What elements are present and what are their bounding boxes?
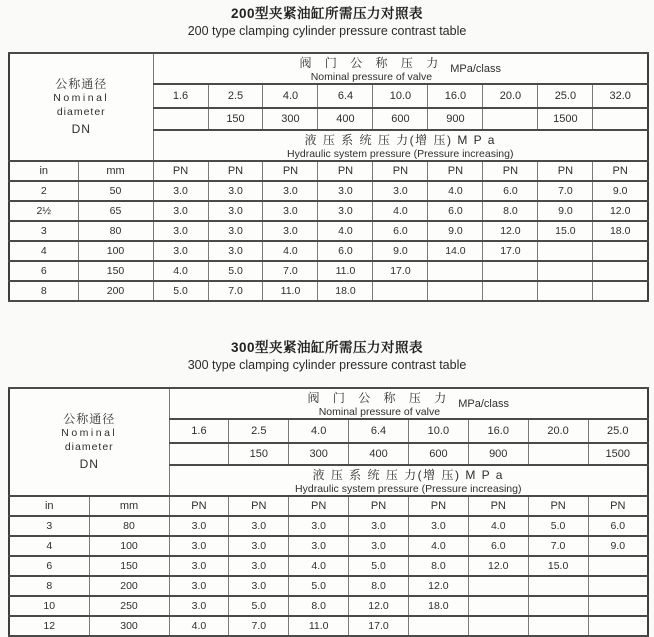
pressure-value-cell	[538, 281, 593, 301]
diameter-in-cell: 6	[9, 556, 89, 576]
pressure-value-cell	[593, 261, 648, 281]
page-title-zh: 200型夹紧油缸所需压力对照表	[230, 6, 424, 21]
diameter-mm-cell: 150	[78, 261, 153, 281]
table-row	[9, 496, 648, 516]
pressure-value-cell: 6.0	[373, 221, 428, 241]
pressure-value-cell: 8.0	[349, 576, 409, 596]
pressure-value-cell: 3.0	[229, 556, 289, 576]
pressure-mpa-cell: 20.0	[528, 419, 588, 443]
pressure-value-cell: 3.0	[208, 181, 263, 201]
diameter-in-cell: 8	[9, 576, 89, 596]
valve-pressure-unit: MPa/class	[458, 397, 509, 410]
page-title-zh: 300型夹紧油缸所需压力对照表	[230, 340, 424, 355]
pressure-class-cell	[169, 443, 229, 465]
pressure-mpa-cell: 2.5	[229, 419, 289, 443]
pressure-value-cell: 7.0	[208, 281, 263, 301]
pn-header-cell: PN	[169, 496, 229, 516]
pressure-mpa-cell: 20.0	[483, 84, 538, 108]
pressure-class-cell	[593, 108, 648, 130]
diameter-mm-cell: 65	[78, 201, 153, 221]
pressure-value-cell: 9.0	[538, 201, 593, 221]
pn-header-cell: PN	[483, 161, 538, 181]
titles-300	[0, 338, 654, 374]
pressure-value-cell: 9.0	[588, 536, 648, 556]
pressure-class-cell: 400	[318, 108, 373, 130]
pn-header-cell: PN	[349, 496, 409, 516]
pressure-value-cell: 18.0	[318, 281, 373, 301]
diameter-mm-cell: 80	[78, 221, 153, 241]
valve-pressure-label-en: Nominal pressure of valve	[310, 71, 433, 83]
pressure-value-cell: 3.0	[153, 241, 208, 261]
pressure-mpa-cell: 1.6	[169, 419, 229, 443]
pn-header-cell: PN	[468, 496, 528, 516]
valve-pressure-label-zh: 阀 门 公 称 压 力	[307, 391, 452, 405]
pressure-value-cell: 5.0	[208, 261, 263, 281]
left-header-line: Nominal	[61, 427, 118, 440]
pressure-class-cell: 600	[373, 108, 428, 130]
pn-header-cell: PN	[428, 161, 483, 181]
pressure-value-cell: 12.0	[468, 556, 528, 576]
pressure-value-cell: 17.0	[373, 261, 428, 281]
nominal-diameter-header	[9, 388, 169, 496]
pressure-class-cell: 400	[349, 443, 409, 465]
pn-header-cell: PN	[153, 161, 208, 181]
pressure-value-cell	[588, 616, 648, 636]
pressure-value-cell: 9.0	[428, 221, 483, 241]
page-title-en: 300 type clamping cylinder pressure contrast table	[187, 358, 467, 372]
table-row	[9, 596, 648, 616]
pn-header-cell: PN	[593, 161, 648, 181]
pressure-class-cell: 150	[208, 108, 263, 130]
table-row	[9, 261, 648, 281]
pressure-value-cell: 15.0	[538, 221, 593, 241]
pressure-value-cell	[468, 596, 528, 616]
pressure-value-cell: 4.0	[318, 221, 373, 241]
pressure-mpa-cell: 16.0	[468, 419, 528, 443]
table-row	[9, 221, 648, 241]
diameter-mm-cell: 200	[78, 281, 153, 301]
pressure-value-cell: 15.0	[528, 556, 588, 576]
pressure-value-cell: 8.0	[483, 201, 538, 221]
hydraulic-pressure-header	[169, 465, 648, 496]
diameter-mm-cell: 100	[89, 536, 169, 556]
pressure-value-cell: 4.0	[408, 536, 468, 556]
pressure-value-cell: 3.0	[229, 536, 289, 556]
pressure-value-cell: 3.0	[349, 536, 409, 556]
pressure-table-200	[8, 52, 649, 302]
diameter-mm-cell: 250	[89, 596, 169, 616]
pressure-value-cell: 7.0	[263, 261, 318, 281]
pressure-value-cell	[408, 616, 468, 636]
table-row	[9, 576, 648, 596]
pressure-value-cell: 9.0	[373, 241, 428, 261]
pressure-mpa-cell: 25.0	[588, 419, 648, 443]
page-title-en: 200 type clamping cylinder pressure contrast table	[187, 24, 467, 38]
pressure-value-cell: 3.0	[208, 241, 263, 261]
pressure-value-cell: 5.0	[528, 516, 588, 536]
pressure-mpa-cell: 4.0	[263, 84, 318, 108]
pn-header-cell: PN	[263, 161, 318, 181]
pressure-value-cell: 17.0	[483, 241, 538, 261]
pressure-mpa-cell: 6.4	[318, 84, 373, 108]
pn-header-cell: PN	[538, 161, 593, 181]
pressure-value-cell: 17.0	[349, 616, 409, 636]
hydraulic-label-en: Hydraulic system pressure (Pressure increasing)	[295, 483, 522, 495]
pressure-value-cell: 11.0	[263, 281, 318, 301]
pressure-mpa-cell: 16.0	[428, 84, 483, 108]
diameter-mm-cell: 50	[78, 181, 153, 201]
pressure-value-cell: 3.0	[153, 181, 208, 201]
pressure-value-cell	[593, 281, 648, 301]
pressure-value-cell	[468, 576, 528, 596]
left-header-line: diameter	[64, 440, 114, 453]
diameter-mm-cell: 150	[89, 556, 169, 576]
pressure-class-cell	[483, 108, 538, 130]
pressure-value-cell: 3.0	[408, 516, 468, 536]
table-row	[9, 53, 648, 84]
table-section-300	[0, 338, 654, 637]
hydraulic-label-en: Hydraulic system pressure (Pressure increasing)	[287, 148, 514, 160]
pressure-value-cell: 7.0	[538, 181, 593, 201]
pressure-value-cell: 3.0	[208, 201, 263, 221]
pressure-value-cell: 4.0	[289, 556, 349, 576]
table-row	[9, 556, 648, 576]
pressure-mpa-cell: 1.6	[153, 84, 208, 108]
pressure-value-cell: 5.0	[289, 576, 349, 596]
pressure-table-300	[8, 387, 649, 637]
pn-header-cell: PN	[528, 496, 588, 516]
pn-header-cell: PN	[373, 161, 428, 181]
pressure-value-cell	[588, 596, 648, 616]
pressure-value-cell	[483, 261, 538, 281]
pressure-value-cell	[588, 556, 648, 576]
pressure-class-cell: 300	[263, 108, 318, 130]
diameter-in-cell: 2½	[9, 201, 78, 221]
pressure-value-cell: 6.0	[588, 516, 648, 536]
pressure-value-cell: 12.0	[483, 221, 538, 241]
pressure-mpa-cell: 6.4	[349, 419, 409, 443]
pressure-value-cell: 5.0	[153, 281, 208, 301]
pressure-class-cell: 1500	[538, 108, 593, 130]
pressure-value-cell	[593, 241, 648, 261]
pressure-value-cell: 3.0	[318, 201, 373, 221]
pressure-value-cell: 3.0	[153, 221, 208, 241]
pressure-value-cell: 6.0	[468, 536, 528, 556]
pressure-value-cell: 12.0	[408, 576, 468, 596]
pressure-value-cell: 4.0	[169, 616, 229, 636]
pressure-value-cell: 12.0	[349, 596, 409, 616]
pressure-value-cell: 4.0	[373, 201, 428, 221]
pressure-value-cell: 3.0	[373, 181, 428, 201]
pressure-class-cell	[528, 443, 588, 465]
pressure-value-cell: 7.0	[229, 616, 289, 636]
pressure-value-cell	[588, 576, 648, 596]
pressure-value-cell	[528, 616, 588, 636]
pressure-value-cell: 3.0	[229, 516, 289, 536]
unit-in-header: in	[9, 496, 89, 516]
pressure-class-cell	[153, 108, 208, 130]
pressure-value-cell	[538, 261, 593, 281]
pressure-value-cell: 4.0	[428, 181, 483, 201]
left-header-line: 公称通径	[63, 412, 116, 427]
pressure-value-cell: 5.0	[229, 596, 289, 616]
table-row	[9, 616, 648, 636]
pressure-value-cell: 11.0	[289, 616, 349, 636]
pressure-value-cell: 4.0	[263, 241, 318, 261]
pressure-value-cell: 3.0	[153, 201, 208, 221]
valve-pressure-header	[153, 53, 648, 84]
pressure-mpa-cell: 4.0	[289, 419, 349, 443]
pn-header-cell: PN	[408, 496, 468, 516]
pn-header-cell: PN	[289, 496, 349, 516]
pressure-value-cell	[528, 596, 588, 616]
hydraulic-pressure-header	[153, 130, 648, 161]
pressure-value-cell: 4.0	[468, 516, 528, 536]
pressure-value-cell: 6.0	[428, 201, 483, 221]
diameter-in-cell: 4	[9, 241, 78, 261]
table-row	[9, 516, 648, 536]
pressure-value-cell: 3.0	[229, 576, 289, 596]
pressure-value-cell	[483, 281, 538, 301]
pressure-class-cell: 300	[289, 443, 349, 465]
pressure-value-cell: 9.0	[593, 181, 648, 201]
pressure-value-cell	[538, 241, 593, 261]
hydraulic-label-zh: 液 压 系 统 压 力(增 压) M P a	[312, 468, 504, 482]
left-header-line: DN	[79, 456, 99, 471]
pressure-class-cell: 600	[408, 443, 468, 465]
unit-mm-header: mm	[78, 161, 153, 181]
pressure-class-cell: 900	[428, 108, 483, 130]
pressure-value-cell: 3.0	[289, 516, 349, 536]
left-header-line: diameter	[56, 105, 106, 118]
pn-header-cell: PN	[229, 496, 289, 516]
pressure-mpa-cell: 25.0	[538, 84, 593, 108]
diameter-in-cell: 3	[9, 516, 89, 536]
diameter-mm-cell: 80	[89, 516, 169, 536]
pressure-value-cell: 3.0	[289, 536, 349, 556]
pressure-value-cell: 3.0	[208, 221, 263, 241]
table-row	[9, 536, 648, 556]
pressure-value-cell: 3.0	[169, 576, 229, 596]
left-header-line: Nominal	[53, 92, 110, 105]
valve-pressure-label-en: Nominal pressure of valve	[318, 406, 441, 418]
pressure-value-cell: 3.0	[263, 181, 318, 201]
pressure-value-cell: 3.0	[263, 201, 318, 221]
table-row	[9, 281, 648, 301]
pressure-value-cell	[428, 261, 483, 281]
unit-mm-header: mm	[89, 496, 169, 516]
diameter-in-cell: 8	[9, 281, 78, 301]
pressure-value-cell	[468, 616, 528, 636]
diameter-mm-cell: 100	[78, 241, 153, 261]
pressure-class-cell: 900	[468, 443, 528, 465]
pressure-mpa-cell: 10.0	[373, 84, 428, 108]
titles-200	[0, 4, 654, 40]
unit-in-header: in	[9, 161, 78, 181]
pressure-value-cell: 3.0	[318, 181, 373, 201]
pressure-mpa-cell: 2.5	[208, 84, 263, 108]
valve-pressure-unit: MPa/class	[450, 62, 501, 75]
pressure-value-cell: 3.0	[169, 516, 229, 536]
table-row	[9, 181, 648, 201]
pressure-value-cell: 6.0	[483, 181, 538, 201]
diameter-in-cell: 3	[9, 221, 78, 241]
pressure-value-cell: 3.0	[169, 556, 229, 576]
pressure-value-cell: 3.0	[169, 536, 229, 556]
pressure-class-cell: 150	[229, 443, 289, 465]
pressure-value-cell: 5.0	[349, 556, 409, 576]
pressure-value-cell: 12.0	[593, 201, 648, 221]
pn-header-cell: PN	[318, 161, 373, 181]
table-row	[9, 161, 648, 181]
pressure-value-cell: 18.0	[408, 596, 468, 616]
pressure-value-cell	[373, 281, 428, 301]
pressure-value-cell: 3.0	[169, 596, 229, 616]
table-row	[9, 201, 648, 221]
diameter-in-cell: 6	[9, 261, 78, 281]
pressure-value-cell: 3.0	[263, 221, 318, 241]
diameter-in-cell: 10	[9, 596, 89, 616]
pressure-value-cell: 14.0	[428, 241, 483, 261]
pressure-class-cell: 1500	[588, 443, 648, 465]
nominal-diameter-header	[9, 53, 153, 161]
table-row	[9, 241, 648, 261]
valve-pressure-header	[169, 388, 648, 419]
pn-header-cell: PN	[208, 161, 263, 181]
valve-pressure-label-zh: 阀 门 公 称 压 力	[299, 56, 444, 70]
diameter-in-cell: 2	[9, 181, 78, 201]
diameter-in-cell: 4	[9, 536, 89, 556]
pressure-value-cell: 3.0	[349, 516, 409, 536]
table-row	[9, 388, 648, 419]
left-header-line: 公称通径	[55, 77, 108, 92]
left-header-line: DN	[71, 121, 91, 136]
diameter-mm-cell: 200	[89, 576, 169, 596]
pressure-value-cell	[528, 576, 588, 596]
pressure-value-cell: 4.0	[153, 261, 208, 281]
pressure-value-cell: 7.0	[528, 536, 588, 556]
pressure-value-cell: 6.0	[318, 241, 373, 261]
pressure-mpa-cell: 10.0	[408, 419, 468, 443]
pressure-value-cell: 8.0	[289, 596, 349, 616]
diameter-in-cell: 12	[9, 616, 89, 636]
pressure-value-cell: 8.0	[408, 556, 468, 576]
pressure-value-cell: 18.0	[593, 221, 648, 241]
pressure-value-cell: 11.0	[318, 261, 373, 281]
hydraulic-label-zh: 液 压 系 统 压 力(增 压) M P a	[304, 133, 496, 147]
table-section-200	[0, 0, 654, 302]
pn-header-cell: PN	[588, 496, 648, 516]
pressure-mpa-cell: 32.0	[593, 84, 648, 108]
diameter-mm-cell: 300	[89, 616, 169, 636]
pressure-value-cell	[428, 281, 483, 301]
